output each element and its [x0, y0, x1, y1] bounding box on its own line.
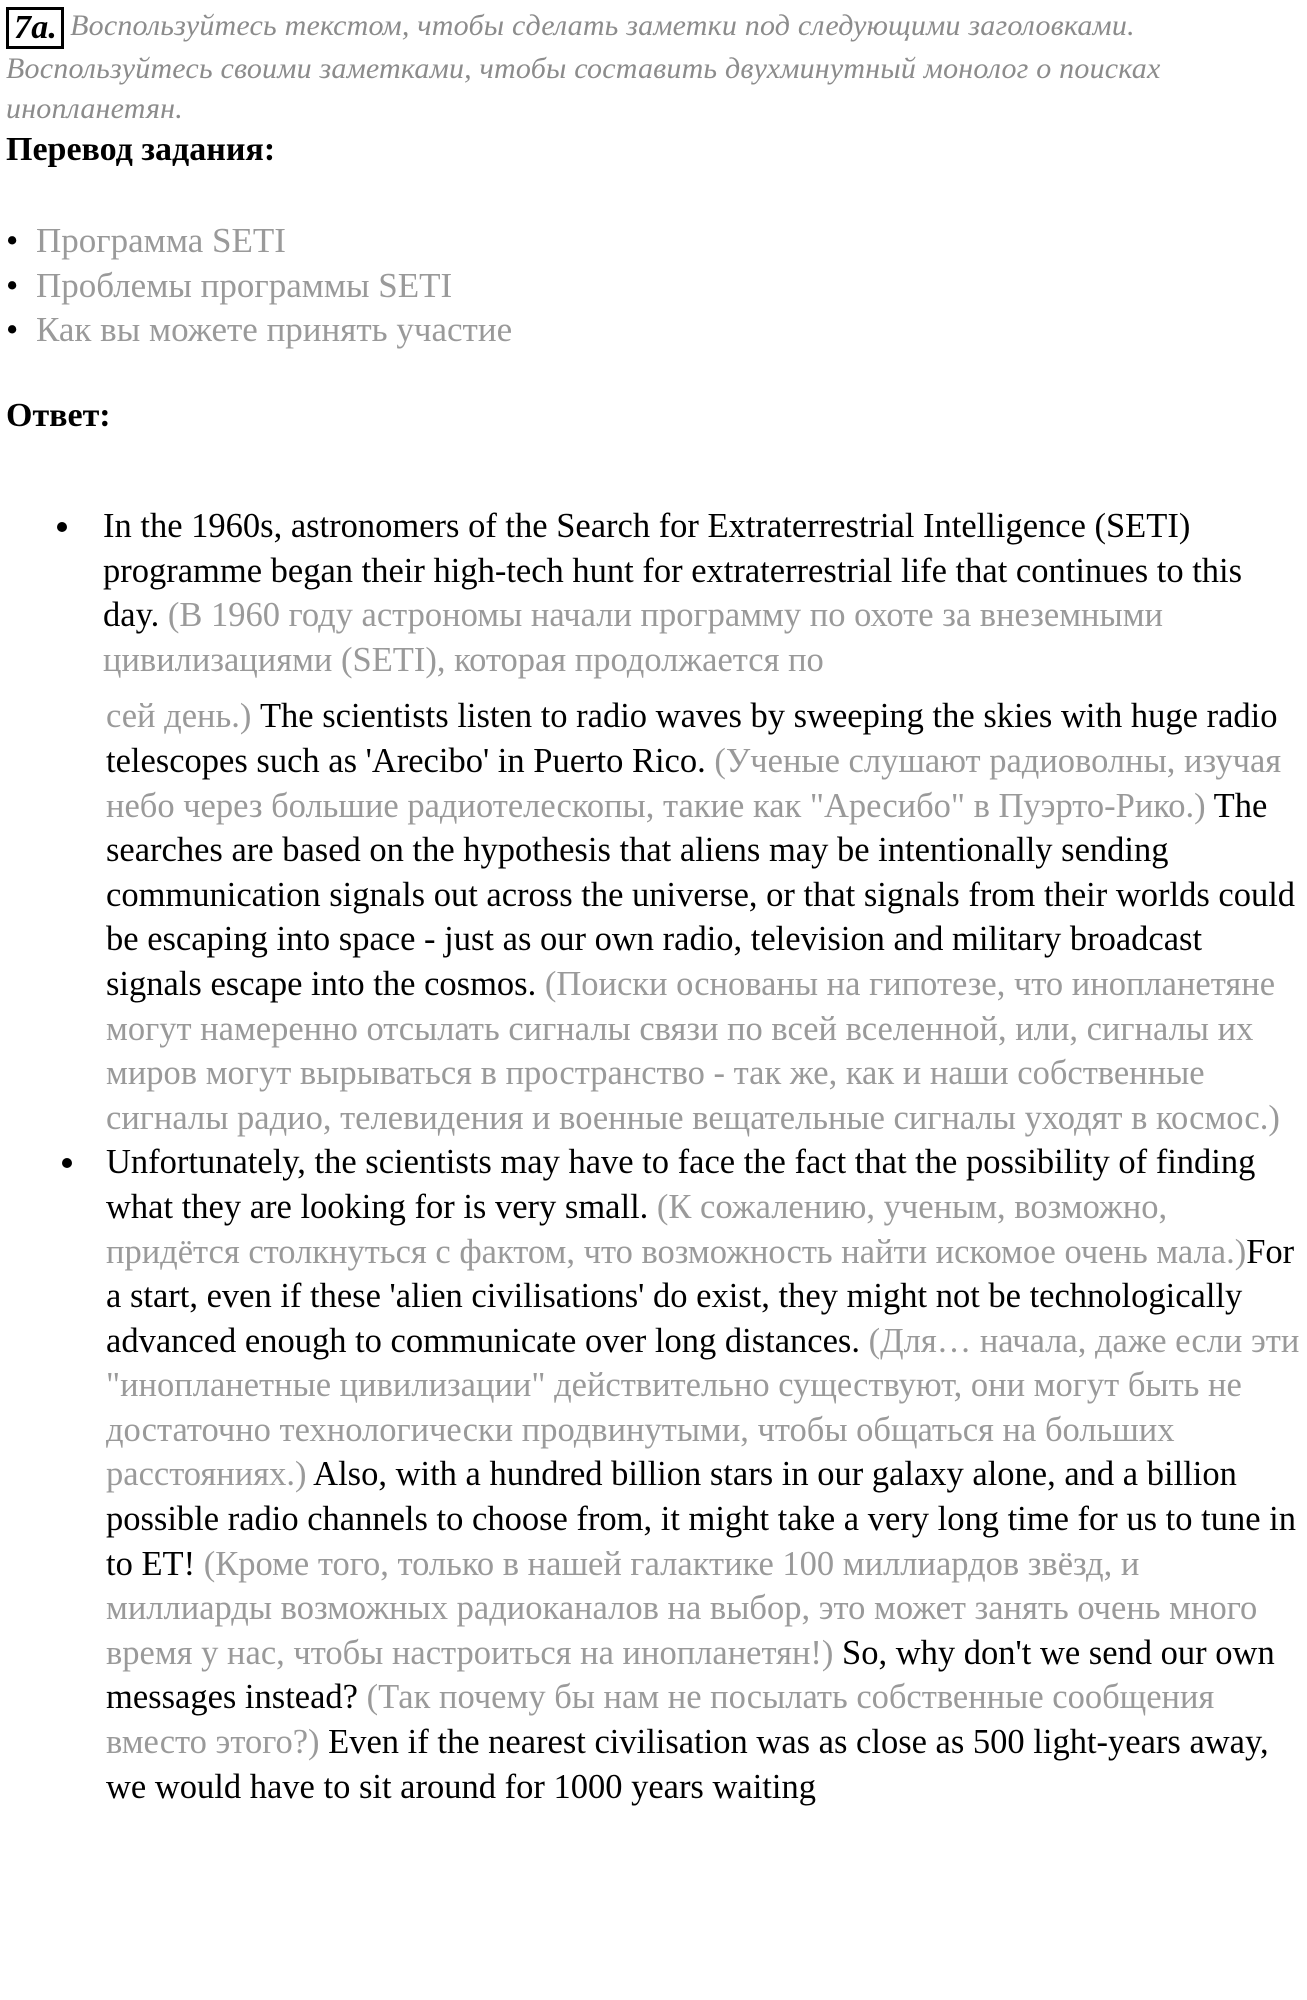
english-text: Even if the nearest civilisation was as close as 500 light-years away, we would have to sit around for 1000 years waiting	[106, 1723, 1269, 1806]
bullet-icon: •	[6, 221, 19, 260]
russian-translation: (Ученые слушают радиоволны, изучая небо через большие радиотелескопы, такие как "Аресибо" в Пуэрто-Рико.)	[106, 741, 1282, 825]
list-item	[6, 308, 512, 353]
russian-translation: сей день.)	[106, 697, 252, 736]
translation-heading: Перевод задания:	[6, 131, 276, 168]
answer-bullet-1	[0, 504, 1307, 1140]
task-instruction	[6, 6, 1301, 129]
bullet-icon: •	[6, 310, 19, 349]
task-instruction-text: Воспользуйтесь текстом, чтобы сделать заметки под следующими заголовками. Воспользуйтесь своими заметками, чтобы составить двухминутный монолог о поисках инопланетян.	[6, 9, 1161, 125]
bullet-icon	[62, 1158, 72, 1168]
list-item	[6, 219, 512, 264]
bullet-icon	[57, 522, 67, 532]
english-text: For a start, even if these 'alien civilisations' do exist, they might not be technologically advanced enough to communicate over long distances.	[106, 1232, 1295, 1360]
list-item	[6, 264, 512, 309]
russian-translation: (Для… начала, даже если эти "инопланетные цивилизации" действительно существуют, они могут быть не достаточно технологически продвинутыми, чтобы общаться на больших расстояниях.)	[106, 1321, 1300, 1494]
english-text: So, why don't we send our own messages instead?	[106, 1633, 1275, 1717]
english-text: In the 1960s, astronomers of the Search for Extraterrestrial Intelligence (SETI) programme began their high-tech hunt for extraterrestrial life that continues to this day.	[103, 507, 1243, 635]
russian-translation: (Кроме того, только в нашей галактике 100 миллиардов звёзд, и миллиарды возможных радиоканалов на выбор, это может занять очень много время у нас, чтобы настроиться на инопланетян!)	[106, 1544, 1258, 1672]
topics-list	[6, 219, 512, 353]
english-text: The searches are based on the hypothesis that aliens may be intentionally sending communication signals out across the universe, or that signals from their worlds could be escaping into space - just as our own radio, television and military broadcast signals escape into the cosmos.	[106, 786, 1296, 1003]
topic-text: Проблемы программы SETI	[36, 265, 453, 305]
answer-paragraph	[103, 504, 1283, 682]
answer-heading: Ответ:	[6, 397, 111, 434]
russian-translation: (Поиски основаны на гипотезе, что инопланетяне могут намеренно отсылать сигналы связи по всей вселенной, или, сигналы их миров могут вырываться в пространство - так же, как и наши собственные сигналы радио, телевидения и военные вещательные сигналы уходят в космос.)	[106, 964, 1280, 1137]
topic-text: Как вы можете принять участие	[36, 310, 513, 349]
english-text: The scientists listen to radio waves by sweeping the skies with huge radio telescopes such as 'Arecibo' in Puerto Rico.	[106, 697, 1278, 780]
answer-paragraph	[106, 1140, 1301, 1809]
english-text: Also, with a hundred billion stars in our galaxy alone, and a billion possible radio channels to choose from, it might take a very long time for us to tune in to ET!	[106, 1455, 1296, 1583]
topic-text: Программа SETI	[36, 221, 286, 260]
bullet-icon: •	[6, 265, 19, 305]
russian-translation: (Так почему бы нам не посылать собственные сообщения вместо этого?)	[106, 1678, 1215, 1762]
answer-bullet-2	[0, 1140, 1307, 1809]
answer-body	[0, 504, 1307, 1809]
task-number-box: 7a.	[6, 7, 64, 49]
russian-translation: (В 1960 году астрономы начали программу по охоте за внеземными цивилизациями (SETI), которая продолжается по	[103, 596, 1163, 679]
russian-translation: (К сожалению, ученым, возможно, придётся столкнуться с фактом, что возможность найти искомое очень мала.)	[106, 1187, 1247, 1271]
answer-paragraph	[106, 694, 1306, 1140]
english-text: Unfortunately, the scientists may have to face the fact that the possibility of finding what they are looking for is very small.	[106, 1143, 1256, 1226]
